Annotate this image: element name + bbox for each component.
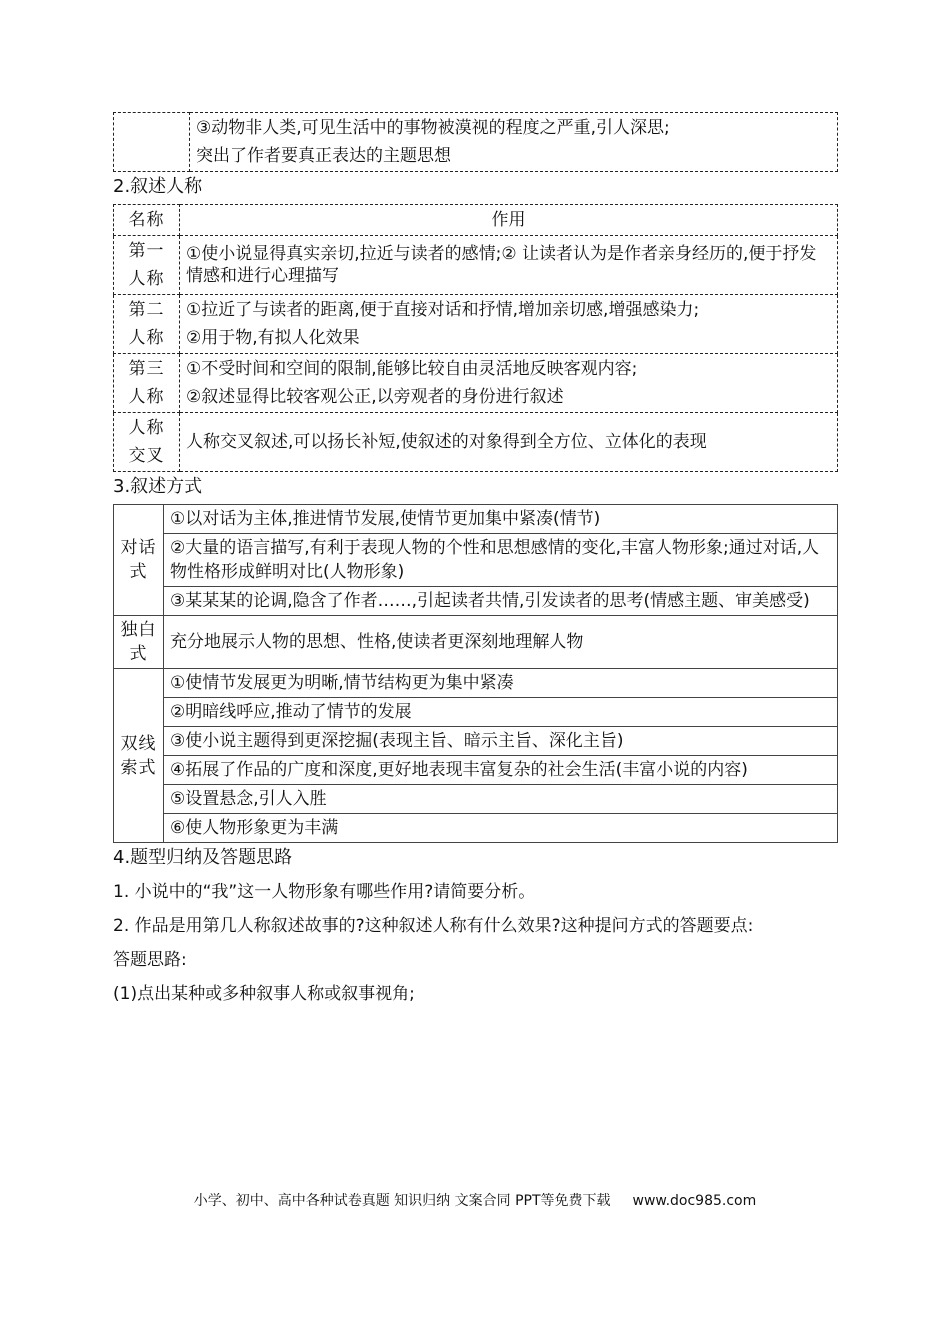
table-row: [114, 505, 838, 534]
narrative-person-table: [113, 204, 838, 472]
paragraph: 1. 小说中的“我”这一人物形象有哪些作用?请简要分析。: [113, 882, 536, 902]
continuation-cell: [190, 113, 838, 172]
row-name: 第三 人称: [114, 354, 180, 413]
row-name: 人称 交叉: [114, 413, 180, 472]
row-effect: ①拉近了与读者的距离,便于直接对话和抒情,增加亲切感,增强感染力; ②用于物,有拟人化效果: [180, 295, 838, 354]
row-effect: 人称交叉叙述,可以扬长补短,使叙述的对象得到全方位、立体化的表现: [180, 413, 838, 472]
group-name-dual-line: 双线 索式: [114, 669, 164, 843]
table-row: [114, 534, 838, 587]
table-row: [114, 587, 838, 616]
list-item: ③使小说主题得到更深挖掘(表现主旨、暗示主旨、深化主旨): [164, 727, 838, 756]
header-name: 名称: [114, 205, 180, 236]
list-item: ①使情节发展更为明晰,情节结构更为集中紧凑: [164, 669, 838, 698]
table-row: [114, 413, 838, 472]
table-row: [114, 698, 838, 727]
row-name: 第二 人称: [114, 295, 180, 354]
list-item: 充分地展示人物的思想、性格,使读者更深刻地理解人物: [164, 616, 838, 669]
section-heading-question-types: 4.题型归纳及答题思路: [113, 847, 293, 868]
row-effect: ①不受时间和空间的限制,能够比较自由灵活地反映客观内容; ②叙述显得比较客观公正,以旁观者的身份进行叙述: [180, 354, 838, 413]
table-row: [114, 785, 838, 814]
paragraph: 答题思路:: [113, 950, 187, 970]
list-item: ④拓展了作品的广度和深度,更好地表现丰富复杂的社会生活(丰富小说的内容): [164, 756, 838, 785]
list-item: ③某某某的论调,隐含了作者……,引起读者共情,引发读者的思考(情感主题、审美感受): [164, 587, 838, 616]
group-name-monologue: 独白 式: [114, 616, 164, 669]
paragraph: 2. 作品是用第几人称叙述故事的?这种叙述人称有什么效果?这种提问方式的答题要点:: [113, 916, 754, 936]
footer-url[interactable]: www.doc985.com: [632, 1193, 757, 1209]
table-row: [114, 814, 838, 843]
document-page: [113, 112, 838, 1011]
text-line: ③动物非人类,可见生活中的事物被漠视的程度之严重,引人深思;: [196, 118, 670, 138]
table-row: [114, 236, 838, 295]
table-header-row: [114, 205, 838, 236]
section-heading-narrative-person: 2.叙述人称: [113, 176, 203, 197]
page-footer: [0, 1190, 950, 1210]
list-item: ①以对话为主体,推进情节发展,使情节更加集中紧凑(情节): [164, 505, 838, 534]
row-name: 第一 人称: [114, 236, 180, 295]
table-row: [114, 354, 838, 413]
paragraph: (1)点出某种或多种叙事人称或叙事视角;: [113, 984, 415, 1004]
row-effect: ①使小说显得真实亲切,拉近与读者的感情;② 让读者认为是作者亲身经历的,便于抒发情感和进行心理描写: [180, 236, 838, 295]
list-item: ②明暗线呼应,推动了情节的发展: [164, 698, 838, 727]
header-effect: 作用: [180, 205, 838, 236]
table-row: [114, 669, 838, 698]
table-row: [114, 727, 838, 756]
list-item: ②大量的语言描写,有利于表现人物的个性和思想感情的变化,丰富人物形象;通过对话,人物性格形成鲜明对比(人物形象): [164, 534, 838, 587]
continuation-table: [113, 112, 838, 172]
footer-text: 小学、初中、高中各种试卷真题 知识归纳 文案合同 PPT等免费下载: [193, 1193, 611, 1209]
table-row: [114, 295, 838, 354]
section-heading-narrative-mode: 3.叙述方式: [113, 476, 203, 497]
empty-cell: [114, 113, 190, 172]
list-item: ⑤设置悬念,引人入胜: [164, 785, 838, 814]
narrative-mode-table: [113, 504, 838, 843]
text-line: 突出了作者要真正表达的主题思想: [196, 146, 451, 166]
group-name-dialogue: 对话 式: [114, 505, 164, 616]
table-row: [114, 616, 838, 669]
table-row: [114, 756, 838, 785]
list-item: ⑥使人物形象更为丰满: [164, 814, 838, 843]
